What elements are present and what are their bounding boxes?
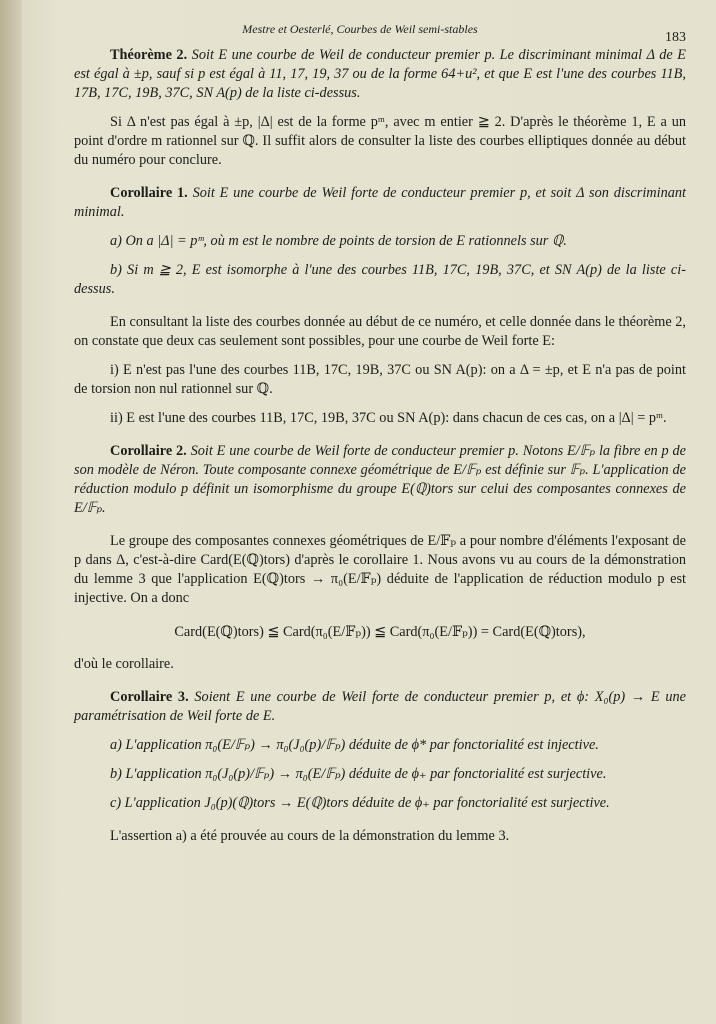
page-number: 183 [665,30,686,45]
running-title: Mestre et Oesterlé, Courbes de Weil semi-stables [242,22,478,36]
book-spine-shadow [0,0,22,1024]
theorem-2-text: Soit E une courbe de Weil de conducteur premier p. Le discriminant minimal Δ de E est égal à ±p, sauf si p est égal à 11, 17, 19, 37 ou de la forme 64+u², et que E est l'une des courbes 11B, 17B, 17C, 19B, 37C, SN A(p) de la liste ci-dessus. [74,47,686,101]
corollary-3-item-a: a) L'application π₀(E/𝔽ₚ) → π₀(J₀(p)/𝔽ₚ) déduite de ϕ* par fonctorialité est injective. [110,737,599,753]
case-i: i) E n'est pas l'une des courbes 11B, 17C, 19B, 37C ou SN A(p): on a Δ = ±p, et E n'a pas de point de torsion non nul rationnel sur ℚ. [74,362,686,397]
corollary-1-text: Soit E une courbe de Weil forte de conducteur premier p, et soit Δ son discriminant minimal. [74,185,687,220]
final-paragraph: L'assertion a) a été prouvée au cours de la démonstration du lemme 3. [110,828,510,844]
corollary-3-heading: Corollaire 3. [110,689,189,705]
paragraph-groupe: Le groupe des composantes connexes géométriques de E/𝔽ₚ a pour nombre d'éléments l'exposant de p dans Δ, c'est-à-dire Card(E(ℚ)tors) d'après le corollaire 1. Nous avons vu au cours de la démonstration du lemme 3 que l'application E(ℚ)tors → π₀(E/𝔽ₚ) déduite de l'application de réduction modulo p est injective. On a donc [74,533,686,606]
theorem-2-heading: Théorème 2. [110,47,188,63]
case-ii: ii) E est l'une des courbes 11B, 17C, 19B, 37C ou SN A(p): dans chacun de ces cas, on a |Δ| = pᵐ. [110,410,667,426]
corollary-2-text: Soit E une courbe de Weil forte de conducteur premier p. Notons E/𝔽ₚ la fibre en p de son modèle de Néron. Toute composante connexe géométrique de E/𝔽ₚ est définie sur 𝔽ₚ. L'application de réduction modulo p définit un isomorphisme du groupe E(ℚ)tors sur celui des composantes connexes de E/𝔽ₚ. [74,443,686,516]
running-header [74,18,686,46]
theorem-2 [74,46,686,103]
paragraph-dou: d'où le corollaire. [74,656,174,672]
corollary-1 [74,184,686,222]
corollary-1-heading: Corollaire 1. [110,185,188,201]
corollary-3-item-b: b) L'application π₀(J₀(p)/𝔽ₚ) → π₀(E/𝔽ₚ) déduite de ϕ₊ par fonctorialité est surjective. [110,766,607,782]
paragraph-consultant: En consultant la liste des courbes donnée au début de ce numéro, et celle donnée dans le théorème 2, on constate que deux cas seulement sont possibles, pour une courbe de Weil forte E: [74,314,686,349]
paragraph-after-theorem: Si Δ n'est pas égal à ±p, |Δ| est de la forme pᵐ, avec m entier ≧ 2. D'après le théorème 1, E a un point d'ordre m rationnel sur ℚ. Il suffit alors de consulter la liste des courbes elliptiques donnée au début du numéro pour conclure. [74,114,686,168]
display-formula: Card(E(ℚ)tors) ≦ Card(π₀(E/𝔽ₚ)) ≦ Card(π₀(E/𝔽ₚ)) = Card(E(ℚ)tors), [174,624,586,640]
corollary-1-item-a: a) On a |Δ| = pᵐ, où m est le nombre de points de torsion de E rationnels sur ℚ. [110,233,567,249]
corollary-3 [74,688,686,726]
corollary-2 [74,442,686,518]
corollary-3-item-c: c) L'application J₀(p)(ℚ)tors → E(ℚ)tors déduite de ϕ₊ par fonctorialité est surjective. [110,795,610,811]
corollary-3-text: Soient E une courbe de Weil forte de conducteur premier p, et ϕ: X₀(p) → E une paramétrisation de Weil forte de E. [74,689,686,724]
corollary-2-heading: Corollaire 2. [110,443,187,459]
corollary-1-item-b: b) Si m ≧ 2, E est isomorphe à l'une des courbes 11B, 17C, 19B, 37C, et SN A(p) de la liste ci-dessus. [74,262,686,297]
